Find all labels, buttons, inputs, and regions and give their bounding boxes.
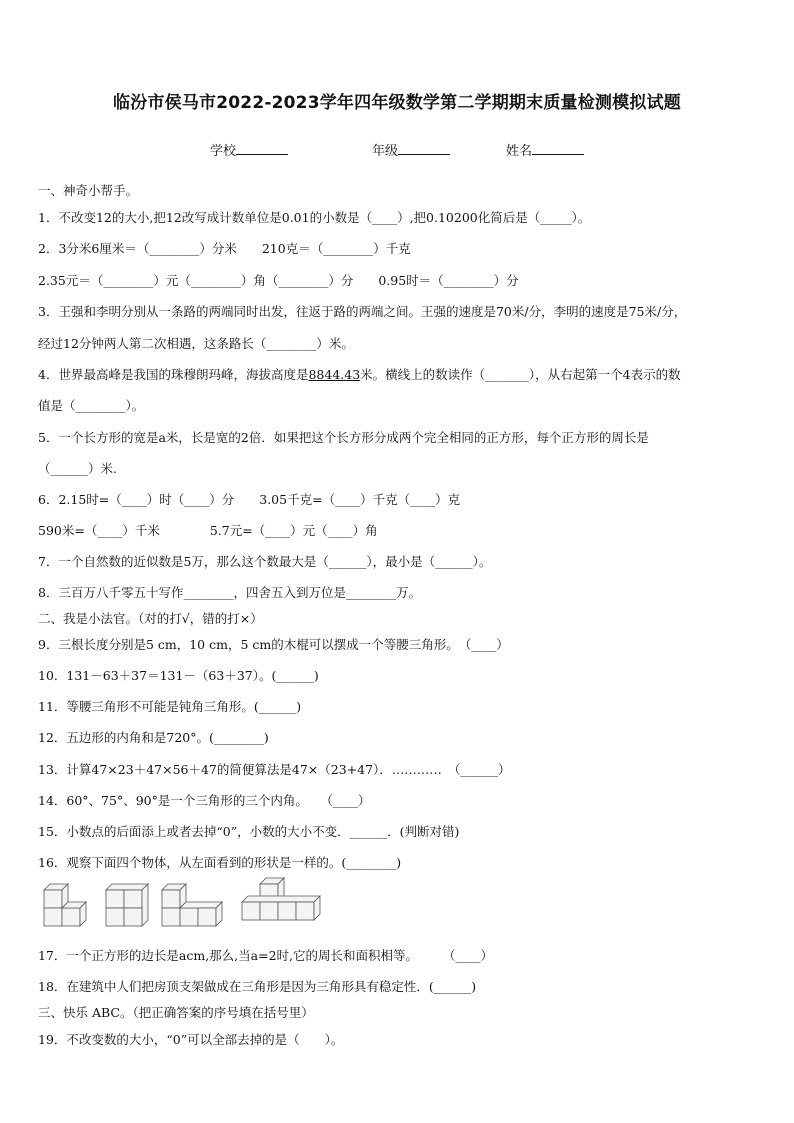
question-9: 9．三根长度分别是5 cm，10 cm，5 cm的木棍可以摆成一个等腰三角形。 （____） (38, 637, 509, 652)
question-15: 15．小数点的后面添上或者去掉“0”，小数的大小不变．______．(判断对错) (38, 824, 460, 839)
cube-figure-3 (162, 884, 222, 926)
question-4-suffix: 米。横线上的数读作（_______），从右起第一个4表示的数 (360, 367, 681, 382)
school-label: 学校 (210, 144, 237, 159)
cube-figures (38, 876, 328, 936)
question-7: 7．一个自然数的近似数是5万，那么这个数最大是（______），最小是（______）。 (38, 554, 492, 569)
question-6-line-2: 590米=（____）千米 5.7元=（____）元（____）角 (38, 523, 378, 538)
name-label: 姓名 (506, 144, 533, 159)
cube-figure-2 (106, 884, 148, 926)
question-6-line-1: 6．2.15时=（____）时（____）分 3.05千克=（____）千克（____）克 (38, 492, 461, 507)
cube-figure-1 (44, 884, 86, 926)
name-field[interactable] (506, 140, 584, 159)
question-10: 10．131－63＋37＝131－（63＋37）。(______) (38, 668, 319, 683)
question-8: 8．三百万八千零五十写作________，四舍五入到万位是________万。 (38, 585, 421, 600)
school-blank[interactable] (236, 142, 288, 155)
question-4-line-2: 值是（________）。 (38, 398, 145, 413)
question-4-prefix: 4．世界最高峰是我国的珠穆朗玛峰，海拔高度是 (38, 367, 309, 382)
name-blank[interactable] (532, 142, 584, 155)
question-5-line-2: （______）米. (38, 461, 117, 476)
grade-blank[interactable] (398, 142, 450, 155)
question-2-line-1: 2．3分米6厘米＝（________）分米 210克＝（________）千克 (38, 241, 411, 256)
question-5-line-1: 5．一个长方形的宽是a米，长是宽的2倍．如果把这个长方形分成两个完全相同的正方形，每个正方形的周长是 (38, 430, 649, 445)
section-heading-1: 一、神奇小帮手。 (38, 183, 139, 198)
question-19: 19．不改变数的大小，“0”可以全部去掉的是（ ）。 (38, 1032, 344, 1047)
grade-label: 年级 (372, 144, 399, 159)
question-13: 13．计算47×23＋47×56＋47的简便算法是47×（23+47）．………… （______） (38, 762, 511, 777)
section-heading-3: 三、快乐 ABC。（把正确答案的序号填在括号里） (38, 1005, 314, 1020)
school-field[interactable] (210, 140, 288, 159)
question-14: 14．60°、75°、90°是一个三角形的三个内角。 （____） (38, 793, 371, 808)
cube-figure-4 (242, 878, 320, 920)
grade-field[interactable] (372, 140, 450, 159)
question-12: 12．五边形的内角和是720°。(________) (38, 730, 269, 745)
question-4-underlined-number: 8844.43 (308, 367, 361, 382)
question-4-line-1 (38, 365, 681, 383)
question-17: 17．一个正方形的边长是acm,那么,当a=2时,它的周长和面积相等。 （____） (38, 948, 494, 963)
question-18: 18．在建筑中人们把房顶支架做成在三角形是因为三角形具有稳定性．(______) (38, 979, 477, 994)
page-title: 临汾市侯马市2022-2023学年四年级数学第二学期期末质量检测模拟试题 (113, 93, 681, 113)
question-3-line-1: 3．王强和李明分别从一条路的两端同时出发，往返于路的两端之间。王强的速度是70米/分，李明的速度是75米/分， (38, 304, 687, 319)
question-2-line-2: 2.35元＝（________）元（________）角（________）分 0.95时＝（________）分 (38, 273, 519, 288)
section-heading-2: 二、我是小法官。（对的打√，错的打×） (38, 611, 263, 626)
question-3-line-2: 经过12分钟两人第二次相遇，这条路长（________）米。 (38, 336, 354, 351)
question-11: 11．等腰三角形不可能是钝角三角形。(______) (38, 699, 302, 714)
question-16: 16．观察下面四个物体，从左面看到的形状是一样的。(________) (38, 855, 402, 870)
question-1: 1．不改变12的大小,把12改写成计数单位是0.01的小数是（____）,把0.10200化简后是（_____）。 (38, 210, 591, 225)
